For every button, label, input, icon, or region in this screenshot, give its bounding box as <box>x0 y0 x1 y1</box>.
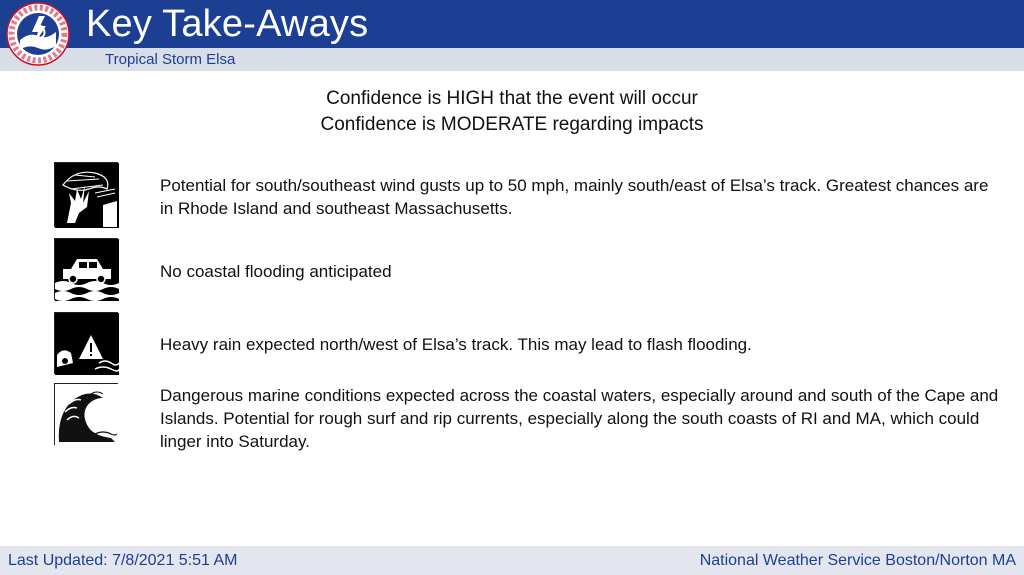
marine-wave-icon <box>54 383 118 445</box>
confidence-event: Confidence is HIGH that the event will occur <box>326 88 698 109</box>
page-title: Key Take-Aways <box>86 3 369 45</box>
marine-text: Dangerous marine conditions expected across the coastal waters, especially around and south of the Cape and Islands. Potential for rough surf and rip currents, especially along the south coasts of RI and MA, which could linger into Saturday. <box>160 386 999 451</box>
flash-flood-text: Heavy rain expected north/west of Elsa’s track. This may lead to flash flooding. <box>160 335 752 354</box>
nws-logo-icon <box>6 2 70 66</box>
confidence-impacts: Confidence is MODERATE regarding impacts <box>320 114 704 135</box>
wind-text: Potential for south/southeast wind gusts up to 50 mph, mainly south/east of Elsa’s track. Greatest chances are in Rhode Island and southeast Massachusetts. <box>160 176 989 218</box>
flash-flood-warning-icon <box>54 312 118 374</box>
coastal-flood-car-icon <box>54 238 118 300</box>
coastal-flood-text: No coastal flooding anticipated <box>160 262 392 281</box>
wind-tree-icon <box>54 162 118 227</box>
last-updated: Last Updated: 7/8/2021 5:51 AM <box>8 552 238 569</box>
page-subtitle: Tropical Storm Elsa <box>105 51 236 68</box>
office-name: National Weather Service Boston/Norton MA <box>699 552 1016 569</box>
